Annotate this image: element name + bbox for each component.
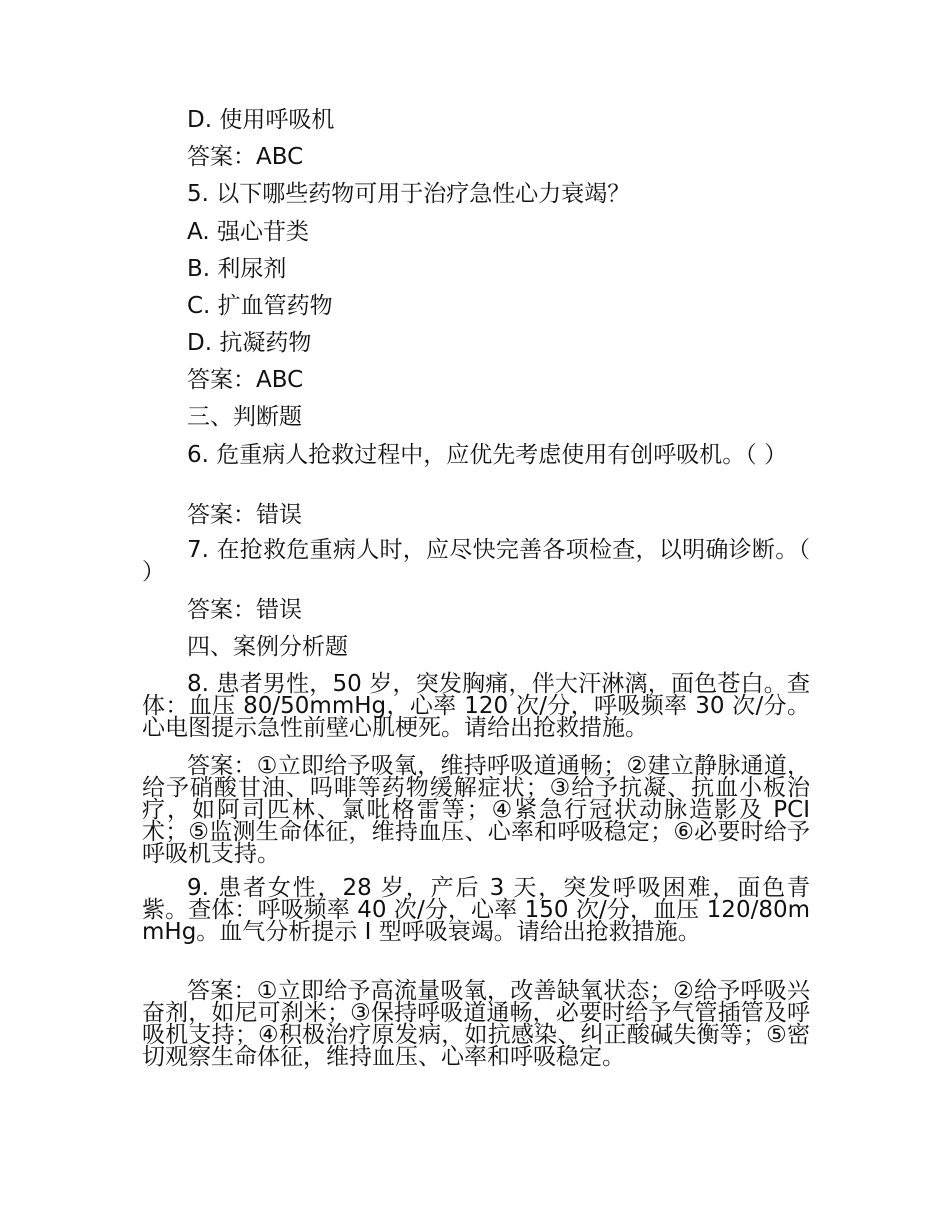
section-4-heading: 四、案例分析题 (187, 634, 348, 660)
q5-answer: 答案：ABC (187, 367, 304, 393)
q9-answer: 答案：①立即给予高流量吸氧，改善缺氧状态；②给予呼吸兴奋剂，如尼可刹米；③保持呼吸道通畅，必要时给予气管插管及呼吸机支持；④积极治疗原发病，如抗感染、纠正酸碱失衡等；⑤密切观察生命体征，维持血压、心率和呼吸稳定。 (142, 978, 810, 1070)
q7-answer: 答案：错误 (187, 597, 302, 623)
q8-answer: 答案：①立即给予吸氧，维持呼吸道通畅；②建立静脉通道，给予硝酸甘油、吗啡等药物缓解症状；③给予抗凝、抗血小板治疗，如阿司匹林、氯吡格雷等；④紧急行冠状动脉造影及 PCI 术；⑤监测生命体征，维持血压、心率和呼吸稳定；⑥必要时给予呼吸机支持。 (142, 753, 810, 867)
q5-question: 5. 以下哪些药物可用于治疗急性心力衰竭？ (187, 181, 631, 207)
q8-question: 8. 患者男性，50 岁，突发胸痛，伴大汗淋漓，面色苍白。查体：血压 80/50mmHg，心率 120 次/分，呼吸频率 30 次/分。心电图提示急性前壁心肌梗死。请给出抢救措施。 (142, 671, 810, 741)
q9-question: 9. 患者女性，28 岁，产后 3 天，突发呼吸困难，面色青紫。查体：呼吸频率 40 次/分，心率 150 次/分，血压 120/80mmHg。血气分析提示 I 型呼吸衰竭。请给出抢救措施。 (142, 875, 810, 945)
q5-option-c: C. 扩血管药物 (187, 293, 333, 319)
q7-question: 7. 在抢救危重病人时，应尽快完善各项检查，以明确诊断。（ ） (142, 537, 810, 585)
q4-answer: 答案：ABC (187, 144, 304, 170)
section-3-heading: 三、判断题 (187, 404, 302, 430)
q5-option-d: D. 抗凝药物 (187, 330, 312, 356)
q5-option-b: B. 利尿剂 (187, 256, 287, 282)
q6-question: 6. 危重病人抢救过程中，应优先考虑使用有创呼吸机。（ ） (187, 442, 788, 468)
q6-answer: 答案：错误 (187, 502, 302, 528)
q5-option-a: A. 强心苷类 (187, 219, 309, 245)
q4-option-d: D. 使用呼吸机 (187, 107, 335, 133)
